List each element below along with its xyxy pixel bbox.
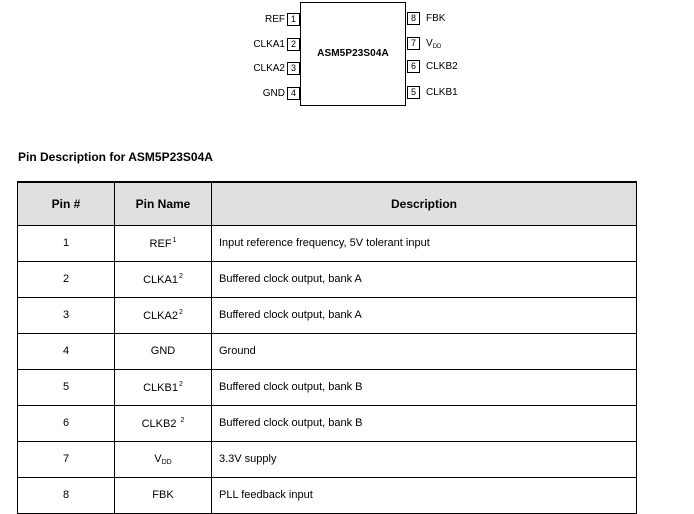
table-header-row <box>18 182 637 225</box>
pin-number-cell: 8 <box>18 477 115 513</box>
pin-right-8 <box>0 12 694 25</box>
footnote-marker: 2 <box>178 272 183 280</box>
pin-name-cell <box>115 369 212 405</box>
table-row <box>18 369 637 405</box>
description-cell: Ground <box>212 333 637 369</box>
chip-name: ASM5P23S04A <box>317 48 389 59</box>
pin-name: CLKB1 <box>143 381 178 394</box>
description-cell: Buffered clock output, bank B <box>212 369 637 405</box>
pin-name-cell <box>115 405 212 441</box>
pin-number: 6 <box>407 60 420 73</box>
pin-number: 8 <box>407 12 420 25</box>
pin-label: REF <box>265 14 285 25</box>
table-row <box>18 225 637 261</box>
pin-number-cell: 1 <box>18 225 115 261</box>
description-cell: 3.3V supply <box>212 441 637 477</box>
pin-name-cell <box>115 225 212 261</box>
pin-name-cell <box>115 441 212 477</box>
pin-number: 3 <box>287 62 300 75</box>
pin-number: 7 <box>407 37 420 50</box>
pin-name: CLKA1 <box>143 273 178 286</box>
description-cell: Buffered clock output, bank A <box>212 261 637 297</box>
pin-number: 5 <box>407 86 420 99</box>
footnote-marker: 2 <box>180 416 185 424</box>
description-cell: Buffered clock output, bank B <box>212 405 637 441</box>
footnote-marker: 2 <box>178 380 183 388</box>
pin-label: CLKA1 <box>253 39 285 50</box>
table-row <box>18 405 637 441</box>
pin-number: 2 <box>287 38 300 51</box>
pin-number-cell: 5 <box>18 369 115 405</box>
pin-description-table <box>17 181 637 514</box>
description-cell: PLL feedback input <box>212 477 637 513</box>
table-row <box>18 261 637 297</box>
description-cell: Input reference frequency, 5V tolerant input <box>212 225 637 261</box>
pin-number: 1 <box>287 13 300 26</box>
pin-label: CLKB2 <box>426 61 458 72</box>
pin-name-subscript: DD <box>161 458 172 466</box>
pin-name-cell <box>115 477 212 513</box>
table-row <box>18 333 637 369</box>
table-row <box>18 297 637 333</box>
pin-label-vdd <box>426 37 441 54</box>
pin-right-6 <box>0 60 694 73</box>
pin-name: REF <box>149 237 172 250</box>
pin-label: CLKB1 <box>426 87 458 98</box>
column-header-description: Description <box>212 182 637 225</box>
pin-number-cell: 2 <box>18 261 115 297</box>
pin-name-cell <box>115 261 212 297</box>
table-row <box>18 477 637 513</box>
description-cell: Buffered clock output, bank A <box>212 297 637 333</box>
pin-name: CLKA2 <box>143 309 178 322</box>
section-title: Pin Description for ASM5P23S04A <box>18 150 213 164</box>
table-row <box>18 441 637 477</box>
pin-label: FBK <box>426 13 446 24</box>
pin-label: V <box>426 38 433 49</box>
pin-right-5 <box>0 86 694 99</box>
pin-number-cell: 7 <box>18 441 115 477</box>
pin-name: CLKB2 <box>141 417 180 430</box>
pin-number-cell: 4 <box>18 333 115 369</box>
pin-number-cell: 3 <box>18 297 115 333</box>
pin-name-cell <box>115 333 212 369</box>
pin-label: GND <box>262 88 285 99</box>
footnote-marker: 2 <box>178 308 183 316</box>
footnote-marker: 1 <box>172 236 177 244</box>
column-header-pin-number: Pin # <box>18 182 115 225</box>
pin-right-7 <box>0 37 694 50</box>
pin-name: FBK <box>152 489 174 501</box>
pin-name-cell <box>115 297 212 333</box>
pin-name: V <box>154 452 162 465</box>
pin-label-subscript: DD <box>432 44 442 50</box>
pin-number: 4 <box>287 87 300 100</box>
pin-name: GND <box>150 345 176 357</box>
column-header-pin-name: Pin Name <box>115 182 212 225</box>
pin-number-cell: 6 <box>18 405 115 441</box>
pin-label: CLKA2 <box>253 63 285 74</box>
